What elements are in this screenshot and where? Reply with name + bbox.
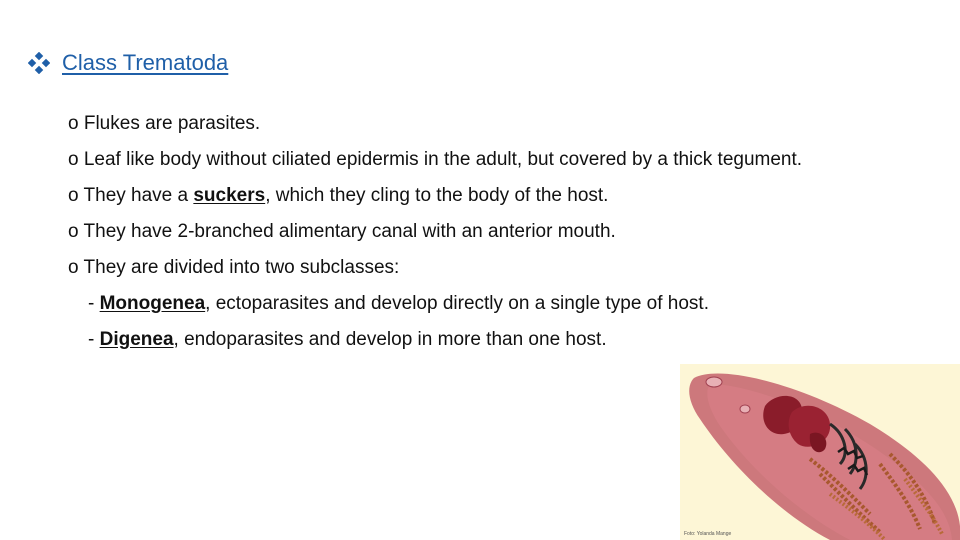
bullet-item bbox=[68, 178, 948, 214]
subclass-desc: , ectoparasites and develop directly on a single type of host. bbox=[205, 293, 709, 314]
photo-credit: Foto: Yolanda Mange bbox=[684, 531, 732, 537]
bullet-marker: o bbox=[68, 185, 79, 206]
subclass-desc: , endoparasites and develop in more than one host. bbox=[173, 329, 607, 350]
bullet-item bbox=[68, 142, 948, 178]
bullet-list bbox=[68, 106, 948, 358]
bullet-text-before: They have a bbox=[83, 185, 194, 206]
bullet-marker: o bbox=[68, 113, 79, 134]
subclass-name: Digenea bbox=[99, 329, 174, 350]
subclass-name: Monogenea bbox=[99, 293, 206, 314]
bullet-text: They have 2-branched alimentary canal with an anterior mouth. bbox=[83, 221, 616, 242]
diamond-bullet-icon bbox=[28, 52, 50, 74]
bullet-text: Leaf like body without ciliated epidermis in the adult, but covered by a thick tegument. bbox=[83, 149, 803, 170]
sub-dash: - bbox=[88, 293, 95, 314]
bullet-item bbox=[68, 214, 948, 250]
page-title: Class Trematoda bbox=[62, 50, 229, 75]
bullet-marker: o bbox=[68, 221, 79, 242]
fluke-photo bbox=[680, 364, 960, 540]
bullet-marker: o bbox=[68, 257, 79, 278]
subclass-item bbox=[68, 322, 948, 358]
bullet-text-after: , which they cling to the body of the host. bbox=[265, 185, 609, 206]
term-suckers: suckers bbox=[193, 185, 266, 206]
sub-dash: - bbox=[88, 329, 95, 350]
fluke-illustration bbox=[680, 364, 960, 540]
bullet-item bbox=[68, 106, 948, 142]
bullet-item bbox=[68, 250, 948, 286]
subclass-item bbox=[68, 286, 948, 322]
bullet-text: They are divided into two subclasses: bbox=[83, 257, 400, 278]
bullet-text: Flukes are parasites. bbox=[83, 113, 261, 134]
bullet-marker: o bbox=[68, 149, 79, 170]
slide-heading bbox=[28, 50, 228, 76]
